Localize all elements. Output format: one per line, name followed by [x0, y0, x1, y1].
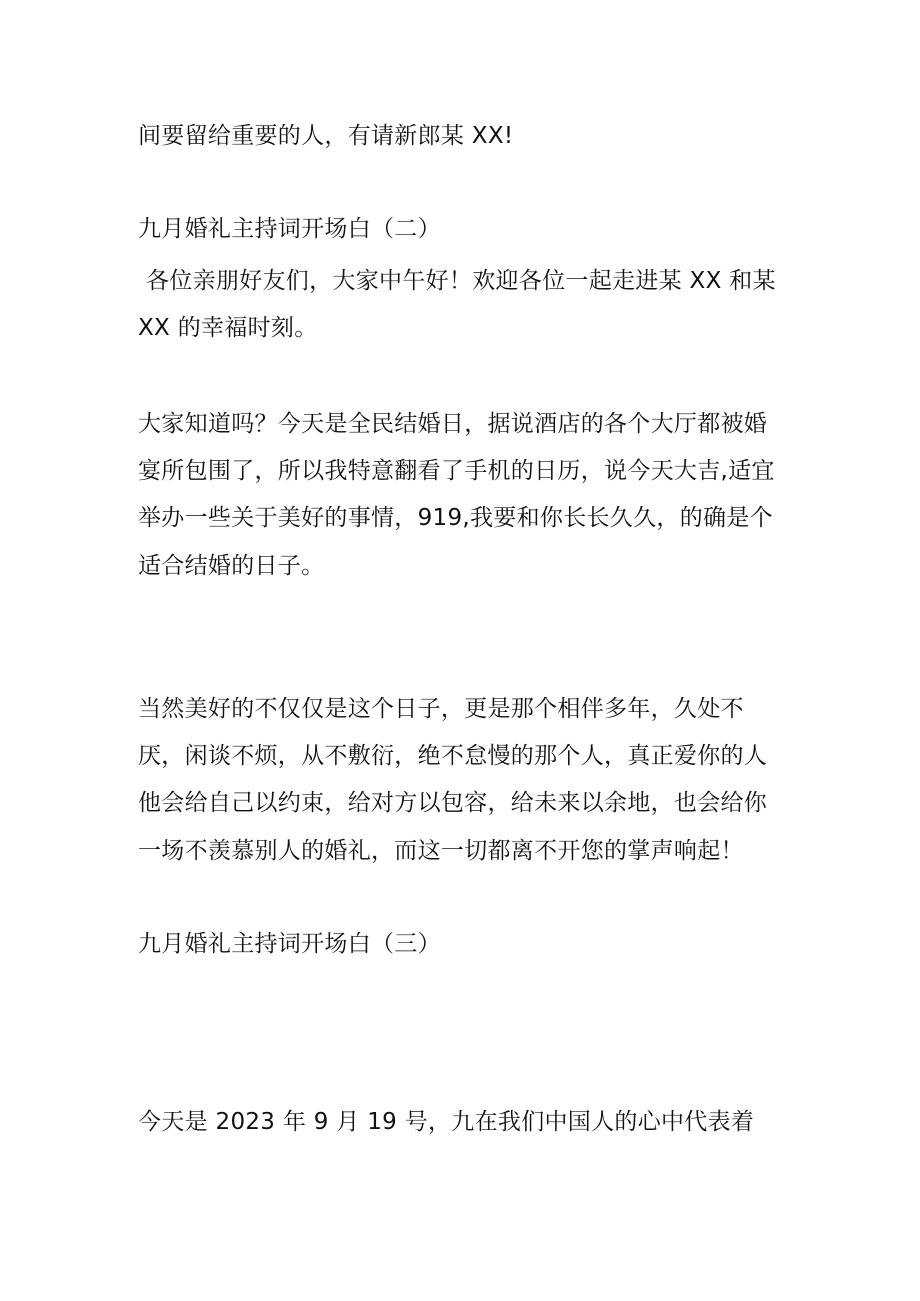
- text-line: 当然美好的不仅仅是这个日子，更是那个相伴多年，久处不: [138, 696, 744, 722]
- text-line: 举办一些关于美好的事情，919,我要和你长长久久，的确是个: [138, 505, 773, 531]
- text-line: 一场不羡慕别人的婚礼，而这一切都离不开您的掌声响起！: [138, 838, 744, 864]
- text-line: 宴所包围了，所以我特意翻看了手机的日历，说今天大吉,适宜: [138, 458, 775, 484]
- section-heading-3: 九月婚礼主持词开场白（三）: [138, 931, 441, 957]
- text-line: 适合结婚的日子。: [138, 553, 325, 579]
- text-line: 他会给自己以约束，给对方以包容，给未来以余地，也会给你: [138, 790, 768, 816]
- text-line: 厌，闲谈不烦，从不敷衍，绝不怠慢的那个人，真正爱你的人: [138, 743, 768, 769]
- section-heading-2: 九月婚礼主持词开场白（二）: [138, 216, 441, 242]
- text-line: XX 的幸福时刻。: [138, 315, 318, 341]
- text-line: 各位亲朋好友们，大家中午好！欢迎各位一起走进某 XX 和某: [146, 268, 776, 294]
- text-line: 大家知道吗？今天是全民结婚日，据说酒店的各个大厅都被婚: [138, 411, 768, 437]
- text-line: 今天是 2023 年 9 月 19 号，九在我们中国人的心中代表着: [138, 1109, 755, 1135]
- text-line-continuation: 间要留给重要的人，有请新郎某 XX!: [138, 123, 514, 149]
